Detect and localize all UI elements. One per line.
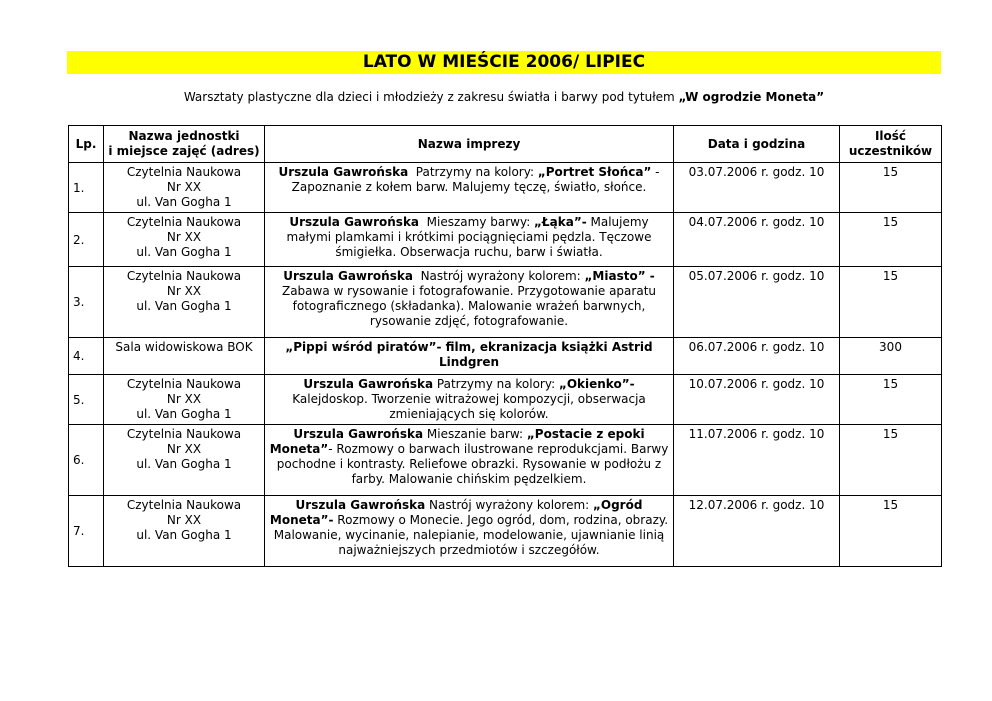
table-row bbox=[69, 375, 942, 425]
row-unit bbox=[104, 213, 265, 267]
unit-line: Nr XX bbox=[166, 392, 202, 406]
event-intro: Mieszanie barw: bbox=[423, 427, 527, 441]
row-date: 10.07.2006 r. godz. 10 bbox=[674, 375, 840, 425]
row-number: 3. bbox=[69, 267, 104, 338]
row-event bbox=[265, 338, 674, 375]
row-unit bbox=[104, 496, 265, 567]
event-instructor: Urszula Gawrońska bbox=[293, 427, 424, 441]
row-event bbox=[265, 163, 674, 213]
unit-line: Nr XX bbox=[166, 180, 202, 194]
table-header-row bbox=[69, 126, 942, 163]
row-date: 03.07.2006 r. godz. 10 bbox=[674, 163, 840, 213]
row-date: 05.07.2006 r. godz. 10 bbox=[674, 267, 840, 338]
header-count-line1: Ilość bbox=[874, 129, 907, 143]
unit-line: Nr XX bbox=[166, 442, 202, 456]
row-number: 2. bbox=[69, 213, 104, 267]
unit-line: Czytelnia Naukowa bbox=[126, 377, 242, 391]
row-count: 15 bbox=[840, 267, 942, 338]
table-row bbox=[69, 338, 942, 375]
event-intro: Nastrój wyrażony kolorem: bbox=[412, 269, 585, 283]
row-unit bbox=[104, 163, 265, 213]
subtitle bbox=[67, 89, 941, 105]
event-intro: Patrzymy na kolory: bbox=[408, 165, 538, 179]
header-lp: Lp. bbox=[69, 126, 104, 163]
event-instructor: Urszula Gawrońska bbox=[295, 498, 426, 512]
event-title: „Okienko”- bbox=[558, 377, 635, 391]
header-count-line2: uczestników bbox=[848, 144, 933, 158]
unit-line: ul. Van Gogha 1 bbox=[136, 299, 232, 313]
table-row bbox=[69, 425, 942, 496]
row-date: 12.07.2006 r. godz. 10 bbox=[674, 496, 840, 567]
unit-line: Nr XX bbox=[166, 284, 202, 298]
row-number: 4. bbox=[69, 338, 104, 375]
event-title: „Postacie z epoki Moneta” bbox=[269, 427, 649, 456]
header-count bbox=[840, 126, 942, 163]
table-row bbox=[69, 213, 942, 267]
header-event: Nazwa imprezy bbox=[265, 126, 674, 163]
event-instructor: Urszula Gawrońska bbox=[283, 269, 413, 283]
row-unit bbox=[104, 425, 265, 496]
event-description: - Rozmowy o barwach ilustrowane reprodukcjami. Barwy pochodne i kontrasty. Reliefowe obrazki. Rysowanie w podłożu z farby. Malowanie chińskim pędzelkiem. bbox=[276, 442, 673, 486]
unit-line: Czytelnia Naukowa bbox=[126, 215, 242, 229]
row-date: 11.07.2006 r. godz. 10 bbox=[674, 425, 840, 496]
subtitle-text: Warsztaty plastyczne dla dzieci i młodzieży z zakresu światła i barwy pod tytułem bbox=[183, 90, 679, 104]
row-date: 06.07.2006 r. godz. 10 bbox=[674, 338, 840, 375]
row-count: 15 bbox=[840, 496, 942, 567]
event-description: Zabawa w rysowanie i fotografowanie. Przygotowanie aparatu fotograficznego (składanka). Malowanie wrażeń barwnych, rysowanie zdjęć, fotografowanie. bbox=[281, 269, 660, 328]
row-count: 300 bbox=[840, 338, 942, 375]
event-intro: Nastrój wyrażony kolorem: bbox=[425, 498, 593, 512]
event-title: „Portret Słońca” bbox=[537, 165, 652, 179]
unit-line: ul. Van Gogha 1 bbox=[136, 528, 232, 542]
row-event bbox=[265, 496, 674, 567]
table-row bbox=[69, 163, 942, 213]
row-number: 5. bbox=[69, 375, 104, 425]
row-count: 15 bbox=[840, 163, 942, 213]
unit-line: ul. Van Gogha 1 bbox=[136, 407, 232, 421]
unit-line: Czytelnia Naukowa bbox=[126, 269, 242, 283]
table-row bbox=[69, 496, 942, 567]
event-instructor: Urszula Gawrońska bbox=[303, 377, 434, 391]
event-title: „Pippi wśród piratów”- film, ekranizacja książki Astrid Lindgren bbox=[285, 340, 657, 369]
header-unit-line2: i miejsce zajęć (adres) bbox=[108, 144, 260, 158]
row-number: 1. bbox=[69, 163, 104, 213]
unit-line: Sala widowiskowa BOK bbox=[115, 340, 253, 354]
header-date: Data i godzina bbox=[674, 126, 840, 163]
unit-line: Nr XX bbox=[166, 230, 202, 244]
event-description: Malujemy małymi plamkami i krótkimi pociągnięciami pędzla. Tęczowe śmigiełka. Obserwacja ruchu, barw i światła. bbox=[286, 215, 656, 259]
row-count: 15 bbox=[840, 425, 942, 496]
event-intro: Patrzymy na kolory: bbox=[433, 377, 559, 391]
row-count: 15 bbox=[840, 213, 942, 267]
unit-line: Czytelnia Naukowa bbox=[126, 165, 242, 179]
event-instructor: Urszula Gawrońska bbox=[278, 165, 409, 179]
row-unit bbox=[104, 267, 265, 338]
row-event bbox=[265, 425, 674, 496]
row-event bbox=[265, 213, 674, 267]
page-title: LATO W MIEŚCIE 2006/ LIPIEC bbox=[67, 51, 941, 74]
event-title: „Ogród Moneta”- bbox=[269, 498, 647, 527]
event-intro: Mieszamy barwy: bbox=[419, 215, 535, 229]
row-unit bbox=[104, 338, 265, 375]
unit-line: Czytelnia Naukowa bbox=[126, 498, 242, 512]
table-row bbox=[69, 267, 942, 338]
event-title: „Miasto” - bbox=[584, 269, 655, 283]
unit-line: Czytelnia Naukowa bbox=[126, 427, 242, 441]
event-description: Rozmowy o Monecie. Jego ogród, dom, rodzina, obrazy. Malowanie, wycinanie, nalepianie, modelowanie, ujawnianie linią najważniejszych przedmiotów i szczegółów. bbox=[273, 513, 672, 557]
unit-line: ul. Van Gogha 1 bbox=[136, 195, 232, 209]
subtitle-workshop-name: „W ogrodzie Moneta” bbox=[678, 90, 825, 104]
row-number: 7. bbox=[69, 496, 104, 567]
row-unit bbox=[104, 375, 265, 425]
row-date: 04.07.2006 r. godz. 10 bbox=[674, 213, 840, 267]
events-table bbox=[68, 125, 942, 567]
event-description: Kalejdoskop. Tworzenie witrażowej kompozycji, obserwacja zmieniających się kolorów. bbox=[292, 377, 650, 421]
row-event bbox=[265, 375, 674, 425]
header-unit bbox=[104, 126, 265, 163]
event-instructor: Urszula Gawrońska bbox=[289, 215, 420, 229]
row-count: 15 bbox=[840, 375, 942, 425]
unit-line: ul. Van Gogha 1 bbox=[136, 245, 232, 259]
event-title: „Łąka”- bbox=[534, 215, 587, 229]
row-number: 6. bbox=[69, 425, 104, 496]
unit-line: Nr XX bbox=[166, 513, 202, 527]
event-description: - Zapoznanie z kołem barw. Malujemy tęczę, światło, słońce. bbox=[291, 165, 664, 194]
unit-line: ul. Van Gogha 1 bbox=[136, 457, 232, 471]
row-event bbox=[265, 267, 674, 338]
header-unit-line1: Nazwa jednostki bbox=[128, 129, 240, 143]
